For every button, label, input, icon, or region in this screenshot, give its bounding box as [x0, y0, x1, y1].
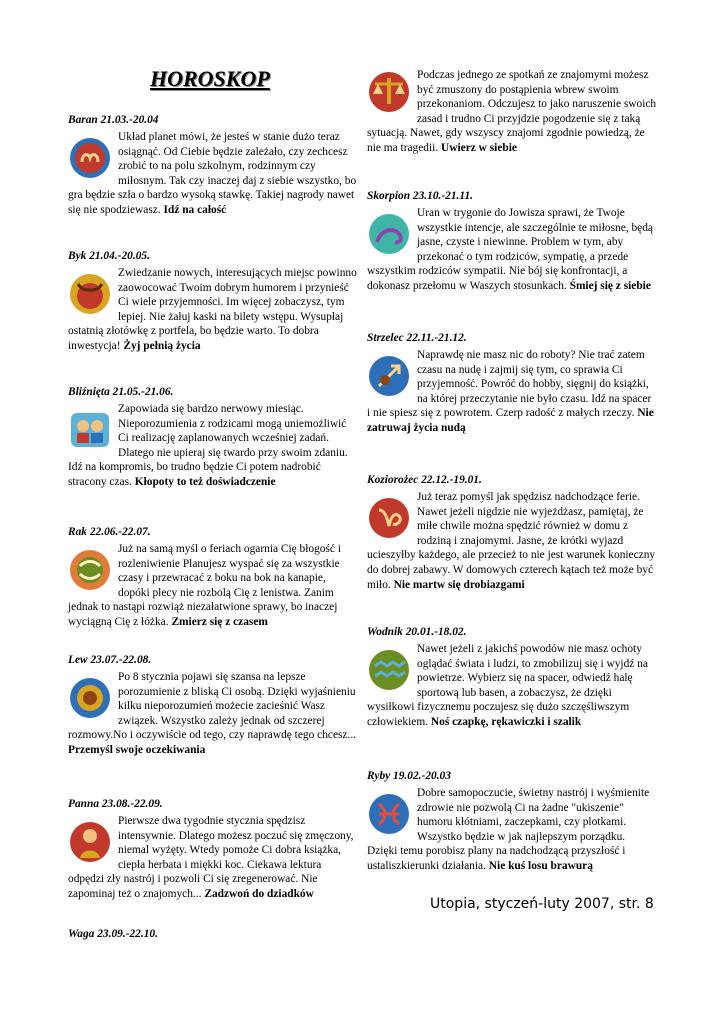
sign-heading: Ryby 19.02.-20.03	[367, 770, 451, 782]
horoscope-text: Pierwsze dwa tygodnie stycznia spędzisz intensywnie. Dlatego możesz poczuć się zmęczony, niemal wyżęty. Wtedy pomoże Ci dobra książka, ciepła herbata i miękki koc. Ciekawa lektura odpędzi zły nastrój i pozwoli Ci się zregenerować. Nie zapominaj też o znajomych...	[68, 815, 354, 900]
horoscope-motto: Kłopoty to też doświadczenie	[134, 475, 276, 488]
sign-heading: Koziorożec 22.12.-19.01.	[367, 474, 482, 486]
entry-body	[367, 68, 657, 156]
entry-capricorn	[367, 472, 657, 624]
entry-aries	[68, 112, 358, 248]
sign-heading: Baran 21.03.-20.04	[68, 114, 159, 126]
horoscope-text: Dobre samopoczucie, świetny nastrój i wyśmienite zdrowie nie pozwolą Ci na żadne "ukiszenie" humoru kłótniami, zaczepkami, czy plotkami. Wszystko będzie w jak najlepszym porządku. Dzięki temu porobisz plany na nadchodzącą przyszłość i ustaliszkierunki działania.	[367, 787, 650, 872]
sign-heading: Waga 23.09.-22.10.	[68, 928, 158, 940]
sign-heading: Panna 23.08.-22.09.	[68, 798, 163, 810]
entry-body	[68, 542, 358, 630]
right-column	[367, 68, 657, 874]
gemini-icon	[68, 408, 112, 452]
horoscope-motto: Noś czapkę, rękawiczki i szalik	[430, 715, 582, 728]
aquarius-icon	[367, 648, 411, 692]
entry-cancer	[68, 524, 358, 652]
entry-gemini	[68, 384, 358, 524]
entry-body	[367, 348, 657, 436]
page-title: HOROSKOP	[150, 66, 270, 91]
sign-heading: Wodnik 20.01.-18.02.	[367, 626, 467, 638]
sign-heading: Byk 21.04.-20.05.	[68, 250, 150, 262]
entry-body	[68, 402, 358, 490]
horoscope-text: Zwiedzanie nowych, interesujących miejsc powinno zaowocować Twoim dobrym humorem i przynieść Ci wiele przyjemności. Im więcej zobaczysz, tym lepiej. Nie żałuj kaski na bilety wstępu. Wysupłaj ostatnią złotówkę z portfela, bo będzie warto. To dobra inwestycja!	[68, 267, 357, 352]
left-column	[68, 112, 358, 944]
cancer-icon	[68, 548, 112, 592]
horoscope-motto: Idź na całość	[163, 203, 227, 216]
entry-body	[68, 814, 358, 902]
horoscope-motto: Śmiej się z siebie	[569, 279, 651, 292]
entry-body	[68, 266, 358, 354]
horoscope-motto: Zadzwoń do dziadków	[204, 887, 314, 900]
sign-heading: Strzelec 22.11.-21.12.	[367, 332, 467, 344]
entry-taurus	[68, 248, 358, 384]
entry-libra-continued	[367, 68, 657, 188]
horoscope-motto: Nie martw się drobiazgami	[393, 578, 525, 591]
scorpio-icon	[367, 212, 411, 256]
entry-body	[367, 786, 657, 874]
entry-body	[68, 670, 358, 758]
page-footer: Utopia, styczeń-luty 2007, str. 8	[430, 896, 654, 912]
sign-heading: Bliźnięta 21.05.-21.06.	[68, 386, 174, 398]
entry-body	[367, 490, 657, 592]
taurus-icon	[68, 272, 112, 316]
horoscope-text: Nawet jeżeli z jakichś powodów nie masz ochoty oglądać świata i ludzi, to zmobilizuj się i wyjdź na powietrze. Wybierz się na spacer, odwiedź halę sportową lub basen, a zobaczysz, że dzięki wysiłkowi fizycznemu poczujesz się dużo szczęśliwszym człowiekiem.	[367, 643, 648, 728]
virgo-icon	[68, 820, 112, 864]
horoscope-text: Uran w trygonie do Jowisza sprawi, że Twoje wszystkie intencje, ale szczególnie te miłosne, będą jasne, czyste i niewinne. Problem w tym, aby przekonać o tym rodziców, sympatię, a przede wszystkim rodziców sympatii. Nie bój się konfrontacji, a dokonasz przełomu w Waszych stosunkach.	[367, 207, 653, 292]
sagittarius-icon	[367, 354, 411, 398]
horoscope-text: Po 8 stycznia pojawi się szansa na lepsze porozumienie z bliską Ci osobą. Dzięki wyjaśnieniu kilku nieporozumień możecie zacieśnić Wasz związek. Wszystko zależy jednak od szczerej rozmowy.No i oczywiście od tego, czy naprawdę tego chcesz...	[68, 671, 357, 742]
horoscope-text: Zapowiada się bardzo nerwowy miesiąc. Nieporozumienia z rodzicami mogą uniemożliwić Ci realizację zaplanowanych wcześniej zadań. Dlatego nie upieraj się twardo przy swoim zdaniu. Idź na kompromis, bo trudno będzie Ci potem nadrobić stracony czas.	[68, 403, 348, 488]
horoscope-text: Układ planet mówi, że jesteś w stanie dużo teraz osiągnąć. Od Ciebie będzie zależało, czy zechcesz zrobić to na polu szkolnym, rodzinnym czy miłosnym. Tak czy inaczej daj z siebie wszystko, bo gra będzie szła o bardzo wysoką stawkę. Takiej nagrody nawet się nie spodziewasz.	[68, 131, 357, 216]
horoscope-text: Już teraz pomyśl jak spędzisz nadchodzące ferie. Nawet jeżeli nigdzie nie wyjeżdżasz, pamiętaj, że miłe chwile można spędzić również w domu z rodziną i znajomymi. Jasne, że krótki wyjazd ucieszyłby każdego, ale przecież to nie jest warunek konieczny do dobrej zabawy. W domowych czterech kątach też może być miło.	[367, 491, 656, 591]
sign-heading: Skorpion 23.10.-21.11.	[367, 190, 474, 202]
entry-body	[68, 130, 358, 218]
libra-icon	[367, 70, 411, 114]
entry-leo	[68, 652, 358, 796]
entry-sagittarius	[367, 330, 657, 472]
sign-heading: Rak 22.06.-22.07.	[68, 526, 151, 538]
leo-icon	[68, 676, 112, 720]
horoscope-motto: Przemyśl swoje oczekiwania	[68, 743, 206, 756]
horoscope-motto: Nie kuś losu brawurą	[488, 859, 593, 872]
horoscope-motto: Zmierz się z czasem	[171, 615, 268, 628]
entry-aquarius	[367, 624, 657, 768]
entry-pisces	[367, 768, 657, 874]
horoscope-motto: Uwierz w siebie	[441, 141, 517, 154]
entry-libra	[68, 926, 358, 942]
entry-scorpio	[367, 188, 657, 330]
entry-body	[367, 206, 657, 294]
pisces-icon	[367, 792, 411, 836]
entry-body	[367, 642, 657, 730]
aries-icon	[68, 136, 112, 180]
capricorn-icon	[367, 496, 411, 540]
horoscope-motto: Nie zatruwaj życia nudą	[367, 407, 654, 434]
sign-heading: Lew 23.07.-22.08.	[68, 654, 152, 666]
horoscope-text: Podczas jednego ze spotkań ze znajomymi możesz być zmuszony do postąpienia wbrew swoim przekonaniom. Odczujesz to jako naruszenie swoich zasad i trudno Ci przyjdzie pogodzenie się z taką sytuacją. Nawet, gdy wszyscy znajomi zgodnie powiedzą, że nie ma tragedii.	[367, 69, 657, 154]
horoscope-motto: Żyj pełnią życia	[123, 339, 201, 352]
entry-virgo	[68, 796, 358, 926]
horoscope-text: Naprawdę nie masz nic do roboty? Nie trać zatem czasu na nudę i zajmij się tym, co sprawia Ci przyjemność. Powróć do hobby, sięgnij do książki, na której przeczytanie nie było czasu. Idź na spacer i nie spiesz się z powrotem. Czerp radość z małych rzeczy.	[367, 349, 652, 420]
horoscope-text: Już na samą myśl o feriach ogarnia Cię błogość i rozleniwienie Planujesz wyspać się za wszystkie czasy i przewracać z boku na bok na kanapie, dopóki plecy nie rozbolą Cię z lenistwa. Zanim jednak to nastąpi rozwiąż niezałatwione sprawy, bo inaczej wyciągną Cię z łóżka.	[68, 543, 342, 628]
